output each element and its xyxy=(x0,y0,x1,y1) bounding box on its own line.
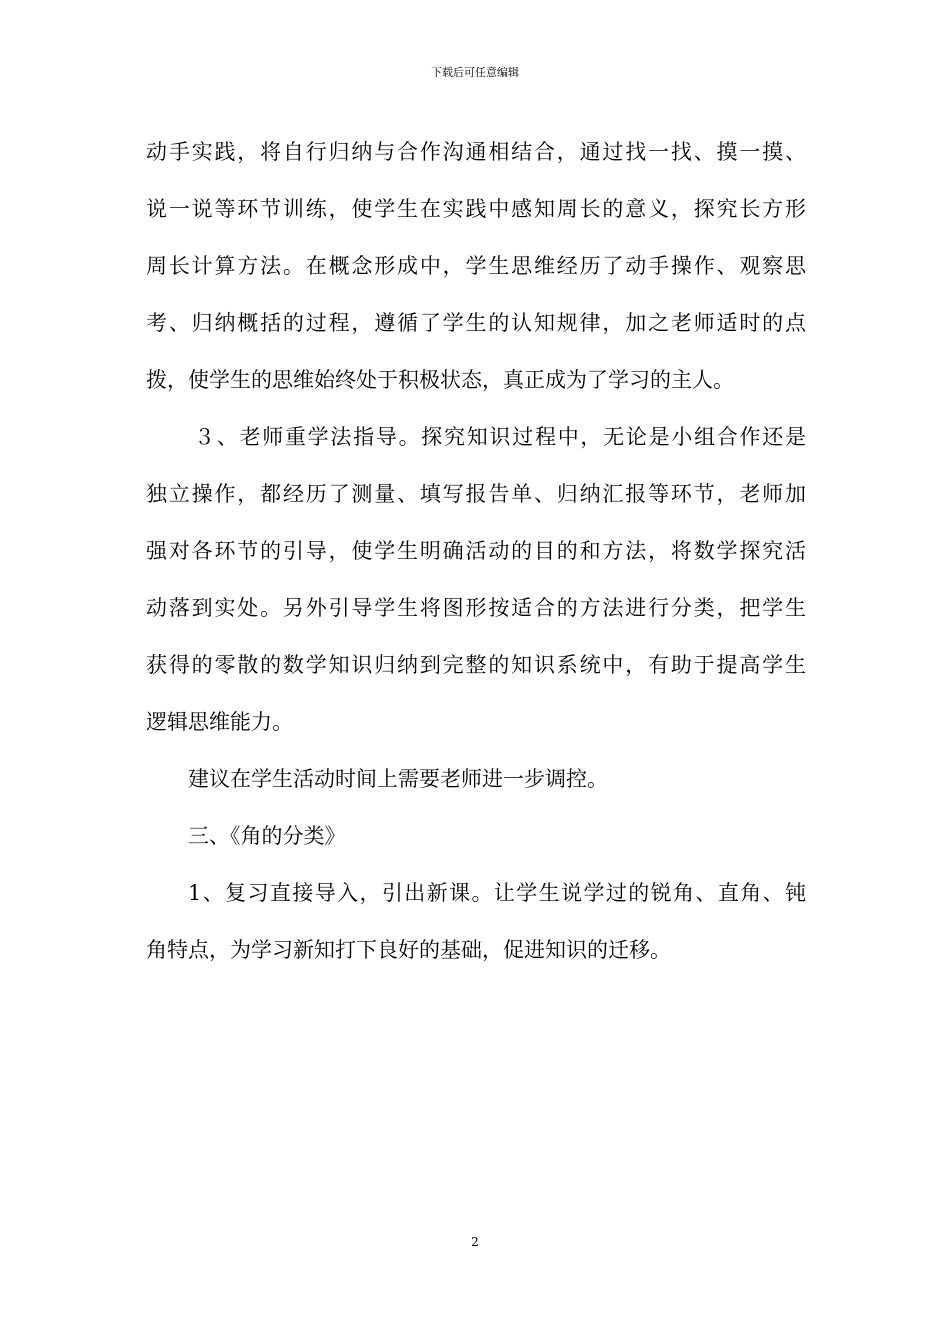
header-text: 下载后可任意编辑 xyxy=(431,66,519,79)
text-line: 逻辑思维能力。 xyxy=(146,710,293,734)
text-line: 独立操作，都经历了测量、填写报告单、归纳汇报等环节，老师加 xyxy=(146,482,806,506)
text-line: 动落到实处。另外引导学生将图形按适合的方法进行分类，把学生 xyxy=(146,596,806,620)
paragraph-review-intro xyxy=(146,865,806,979)
text-line: 三、《角的分类》 xyxy=(188,824,346,848)
text-line: 1、复习直接导入，引出新课。让学生说学过的锐角、直角、钝 xyxy=(188,881,806,905)
text-line: ３、老师重学法指导。探究知识过程中，无论是小组合作还是 xyxy=(194,425,806,449)
paragraph-suggestion xyxy=(146,751,806,808)
text-line: 动手实践，将自行归纳与合作沟通相结合，通过找一找、摸一摸、 xyxy=(146,140,806,164)
paragraph-learning-method xyxy=(146,409,806,751)
text-line: 说一说等环节训练，使学生在实践中感知周长的意义，探究长方形 xyxy=(146,197,806,221)
page-header xyxy=(0,66,950,80)
text-line: 周长计算方法。在概念形成中，学生思维经历了动手操作、观察思 xyxy=(146,254,806,278)
text-line: 建议在学生活动时间上需要老师进一步调控。 xyxy=(188,767,608,791)
text-line: 考、归纳概括的过程，遵循了学生的认知规律，加之老师适时的点 xyxy=(146,311,806,335)
paragraph-practice-summary xyxy=(146,124,806,409)
text-line: 角特点，为学习新知打下良好的基础，促进知识的迁移。 xyxy=(146,938,671,962)
section-heading-angle-classification xyxy=(146,808,806,865)
document-body xyxy=(146,124,806,979)
page-number xyxy=(0,1235,950,1249)
text-line: 强对各环节的引导，使学生明确活动的目的和方法，将数学探究活 xyxy=(146,539,806,563)
text-line: 拨，使学生的思维始终处于积极状态，真正成为了学习的主人。 xyxy=(146,368,734,392)
page-number-text: 2 xyxy=(471,1235,479,1249)
text-line: 获得的零散的数学知识归纳到完整的知识系统中，有助于提高学生 xyxy=(146,653,806,677)
